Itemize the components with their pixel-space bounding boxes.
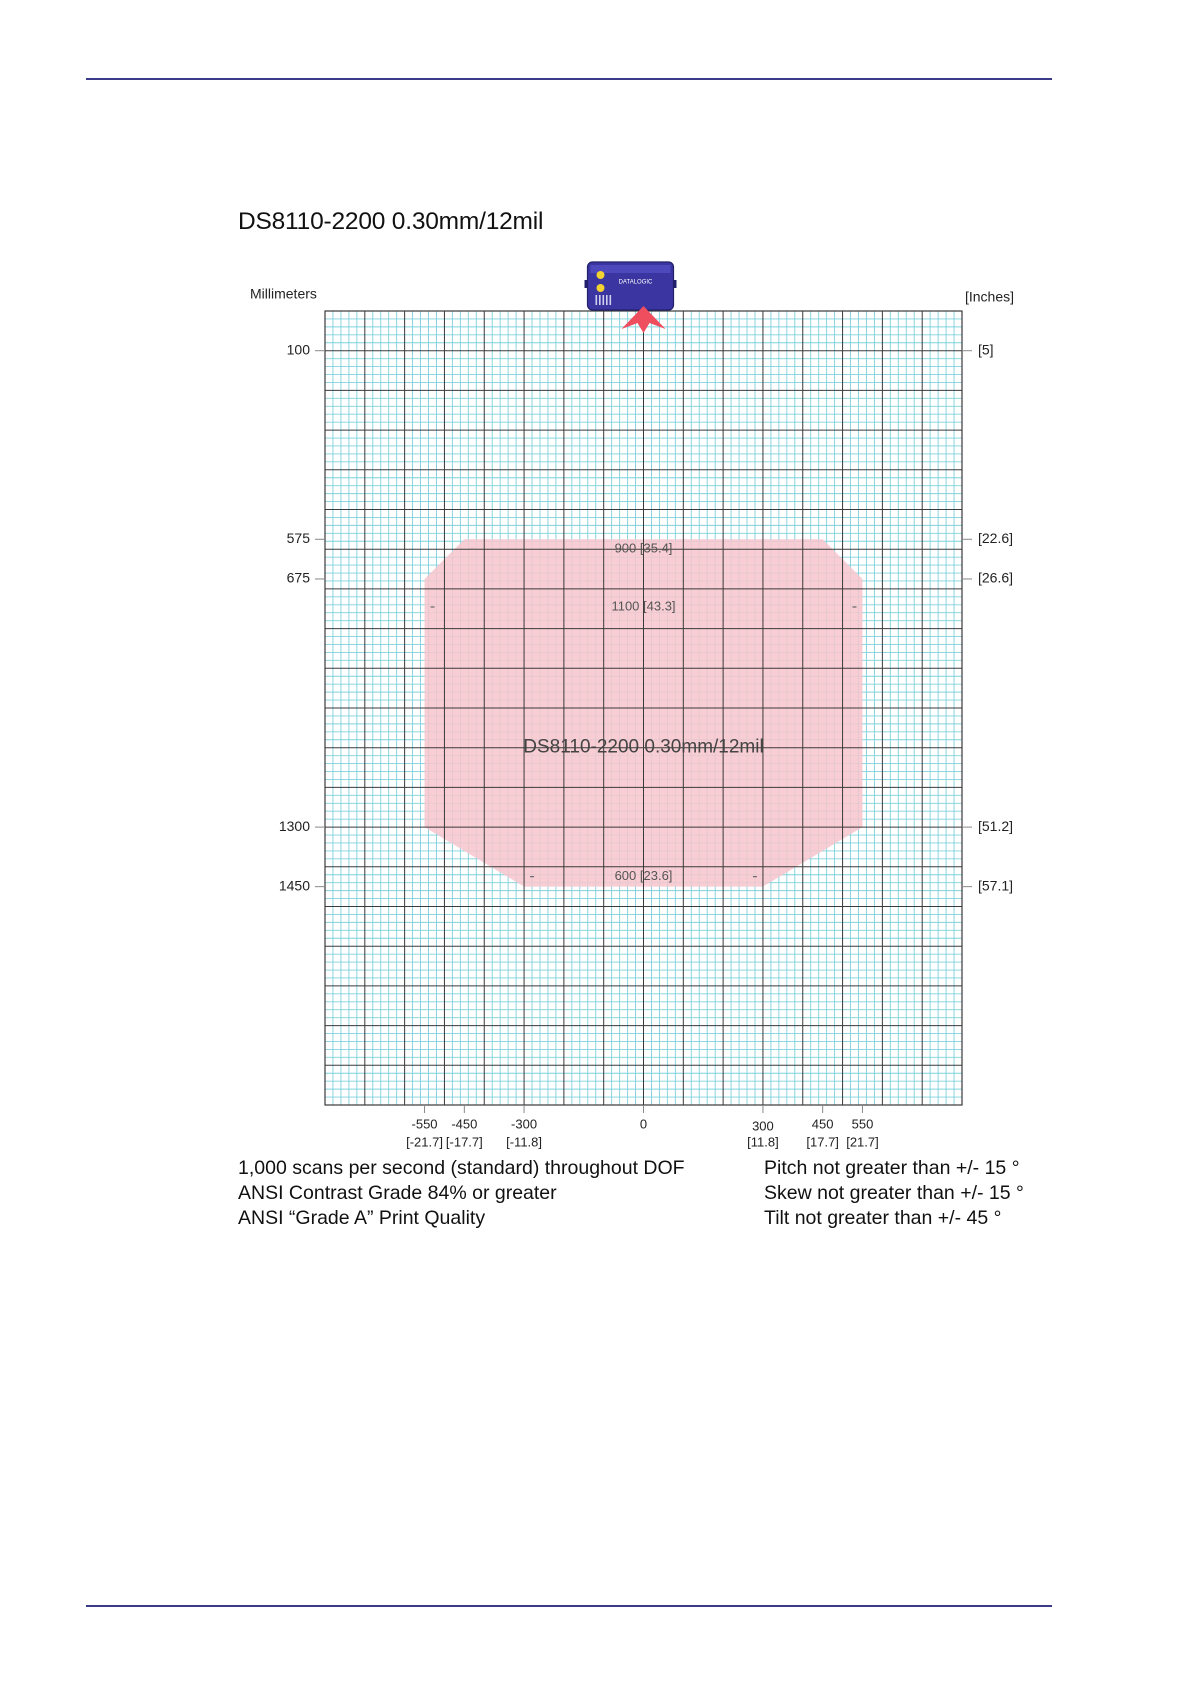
x-tick-label-inch: [-11.8]: [506, 1134, 543, 1150]
y-tick-label-mm: 1450: [278, 877, 310, 894]
width-annotation-label: 1100 [43.3]: [611, 598, 676, 614]
scanner-led-icon: [597, 284, 605, 292]
footer-rule: [86, 1605, 1052, 1607]
x-tick-label-mm: 300: [752, 1118, 774, 1134]
scanner-vent-icon: [606, 295, 608, 305]
major-grid: [325, 311, 962, 1105]
note-print-quality: ANSI “Grade A” Print Quality: [238, 1207, 486, 1229]
reading-zone-label: DS8110-2200 0.30mm/12mil: [523, 736, 764, 758]
scanner-left-connector: [585, 280, 588, 288]
x-tick-label-mm: 0: [639, 1116, 648, 1132]
y-tick-label-mm: 1300: [278, 817, 310, 834]
x-tick-label-inch: [-21.7]: [406, 1134, 443, 1150]
y-axis-label-inch: [Inches]: [964, 288, 1014, 305]
note-tilt: Tilt not greater than +/- 45 °: [764, 1207, 1002, 1229]
y-tick-label-inch: [57.1]: [978, 877, 1014, 894]
y-tick-label-inch: [5]: [978, 341, 994, 358]
scanner-brand-logo: DATALOGIC: [618, 279, 653, 286]
y-tick-label-mm: 675: [286, 569, 310, 586]
x-tick-label-inch: [21.7]: [846, 1134, 879, 1150]
y-tick-label-inch: [22.6]: [978, 529, 1014, 546]
scanner-led-icon: [597, 271, 605, 279]
width-annotation-label: 600 [23.6]: [614, 868, 673, 884]
note-skew: Skew not greater than +/- 15 °: [764, 1182, 1024, 1204]
scanner-vent-icon: [610, 295, 612, 305]
x-tick-label-mm: -300: [511, 1116, 538, 1132]
x-tick-label-mm: 550: [851, 1116, 874, 1132]
x-tick-label-mm: 450: [811, 1116, 834, 1132]
scanner-device-icon: [585, 262, 677, 310]
x-tick-label-mm: -550: [411, 1116, 438, 1132]
note-scan-rate: 1,000 scans per second (standard) throughout DOF: [238, 1157, 685, 1179]
y-axis-label-mm: Millimeters: [250, 285, 317, 302]
y-tick-label-inch: [26.6]: [978, 569, 1014, 586]
scanner-right-connector: [674, 280, 677, 288]
chart-title: DS8110-2200 0.30mm/12mil: [238, 208, 544, 235]
width-annotation-label: 900 [35.4]: [614, 540, 673, 556]
note-pitch: Pitch not greater than +/- 15 °: [764, 1157, 1020, 1179]
y-tick-label-inch: [51.2]: [978, 817, 1014, 834]
x-tick-label-inch: [-17.7]: [445, 1134, 483, 1150]
scanner-vent-icon: [603, 295, 605, 305]
scanner-vent-icon: [596, 295, 598, 305]
y-tick-label-mm: 575: [286, 529, 310, 546]
x-tick-label-inch: [17.7]: [806, 1134, 839, 1150]
x-tick-label-mm: -450: [451, 1116, 478, 1132]
scanner-vent-icon: [599, 295, 601, 305]
angle-notes: [764, 1156, 1024, 1231]
note-contrast: ANSI Contrast Grade 84% or greater: [238, 1182, 557, 1204]
x-tick-label-inch: [11.8]: [747, 1134, 779, 1150]
y-tick-label-mm: 100: [286, 341, 310, 358]
performance-notes: [238, 1156, 685, 1231]
